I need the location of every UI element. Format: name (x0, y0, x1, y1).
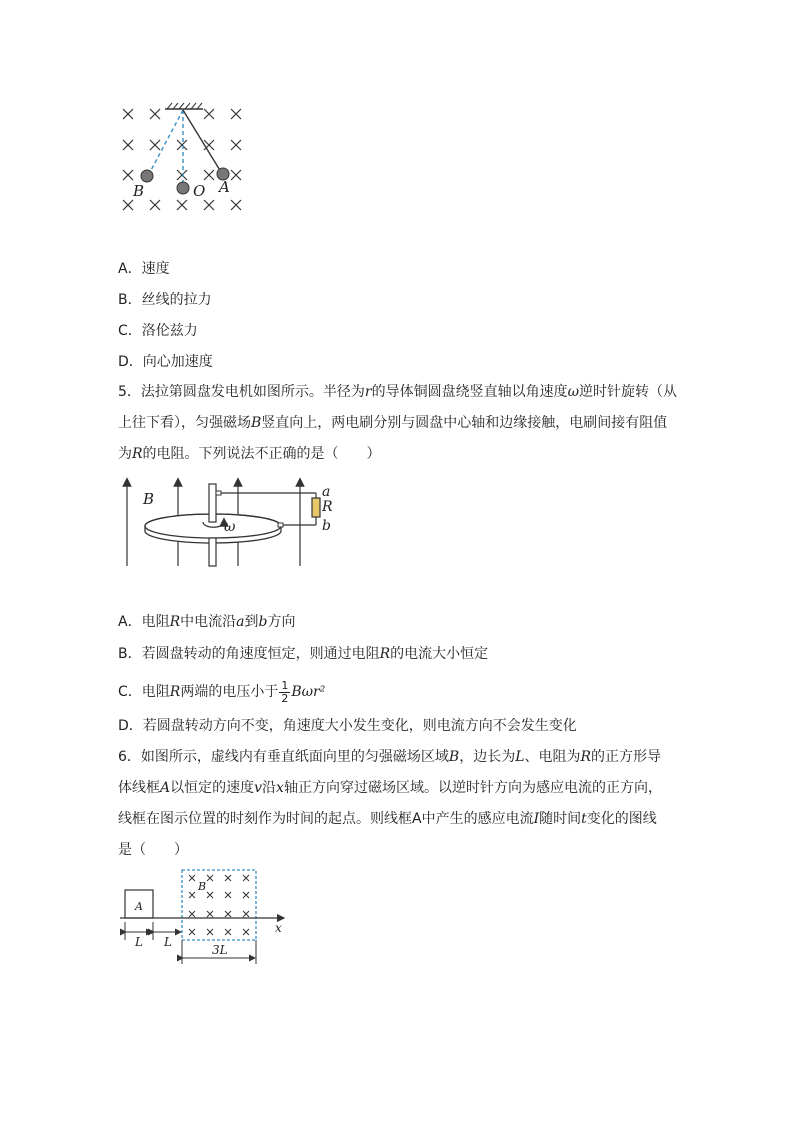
label-o: O (193, 182, 206, 200)
terminal-a-label: a (322, 484, 331, 500)
q4-option-b: B．丝线的拉力 (118, 292, 212, 308)
q5-option-b: B．若圆盘转动的角速度恒定，则通过电阻R的电流大小恒定 (118, 646, 489, 662)
field-label-b: B (143, 490, 155, 508)
loop-a-label: A (135, 900, 143, 913)
q5-option-a: A．电阻R中电流沿a到b方向 (118, 614, 296, 630)
q6-question: 6．如图所示，虚线内有垂直纸面向里的匀强磁场区域B，边长为L、电阻为R的正方形导 体线框A以恒定的速度v沿x轴正方向穿过磁场区域。以逆时针方向为感应电流的正方向， 线框在图示位置的时刻作为时间的起点。则线框A中产生的感应电流I随时间t变化的图线 是（ ） (118, 749, 662, 858)
fraction-one-half: $\frac{1}{2}$ (281, 678, 289, 705)
dim-3l: 3L (212, 943, 228, 957)
pendulum-figure (115, 100, 250, 220)
q5-option-d: D．若圆盘转动方向不变，角速度大小发生变化，则电流方向不会发生变化 (118, 718, 577, 734)
q4-option-d: D．向心加速度 (118, 354, 213, 370)
dim-l-2: L (164, 935, 172, 949)
faraday-disk-figure (118, 476, 343, 572)
label-a: A (219, 178, 230, 196)
terminal-b-label: b (322, 518, 331, 534)
q4-option-a: A．速度 (118, 261, 170, 277)
q4-option-c: C．洛伦兹力 (118, 323, 198, 339)
field-b-label: B (198, 880, 207, 893)
q5-option-c: C．电阻R两端的电压小于 $\frac{1}{2}$ Bωr² (118, 678, 326, 705)
q5-question: 5．法拉第圆盘发电机如图所示。半径为r的导体铜圆盘绕竖直轴以角速度ω逆时针旋转（从 上往下看），匀强磁场B竖直向上，两电刷分别与圆盘中心轴和边缘接触，电刷间接有阻值 为R的电阻。下列说法不正确的是（ ） (118, 384, 678, 462)
label-b: B (133, 182, 145, 200)
x-axis-label: x (275, 921, 282, 935)
omega-label: ω (224, 519, 236, 535)
loop-field-figure (118, 866, 288, 970)
resistor-r-label: R (322, 499, 333, 515)
dim-l-1: L (135, 935, 143, 949)
